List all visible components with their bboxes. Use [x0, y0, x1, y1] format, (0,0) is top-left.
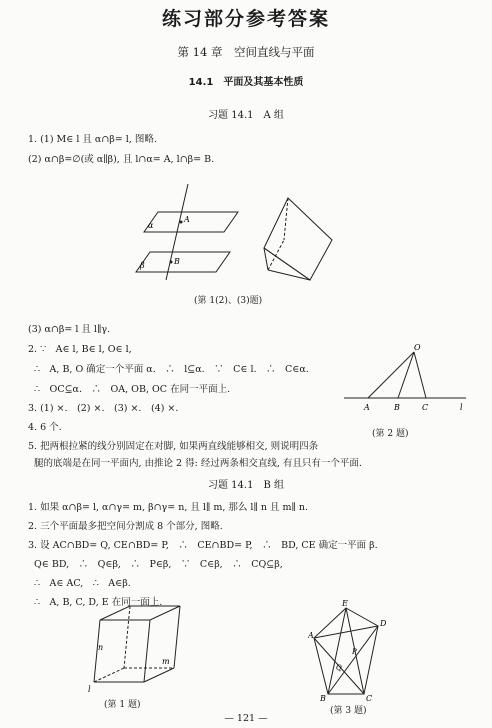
answer-line: Q∈ BD, ∴ Q∈β, ∴ P∈β, ∵ C∈β, ∴ CQ⊆β, [34, 559, 283, 570]
page-number: — 121 — [224, 713, 268, 724]
label-n: n [98, 643, 104, 652]
label-a: A [308, 631, 314, 640]
group-a-title: 习题 14.1 A 组 [208, 110, 284, 121]
answer-line: 2. 三个平面最多把空间分割成 8 个部分, 图略. [28, 521, 223, 532]
answer-line: ∴ A∈ AC, ∴ A∈β. [34, 578, 131, 589]
section-heading: 14.1 平面及其基本性质 [188, 77, 304, 88]
group-b-title: 习题 14.1 B 组 [208, 480, 284, 491]
answer-line: 1. (1) M∈ l 且 α∩β= l, 图略. [28, 134, 157, 145]
figure-2-caption: (第 2 题) [372, 429, 409, 439]
answer-line: (2) α∩β=∅(或 α∥β), 且 l∩α= A, l∩β= B. [28, 154, 215, 165]
figure-2-lines [342, 340, 472, 420]
answer-line: 1. 如果 α∩β= l, α∩γ= m, β∩γ= n, 且 l∥ m, 那么 l∥ n 且 m∥ n. [28, 502, 309, 513]
figure-b1-prism [80, 602, 190, 696]
label-b: B [394, 403, 400, 412]
label-alpha: α [148, 221, 154, 230]
answer-line: 4. 6 个. [28, 422, 62, 433]
label-p: P [352, 648, 357, 656]
answer-line: 2. ∵ A∈ l, B∈ l, O∈ l, [28, 344, 132, 355]
figure-planes-line [128, 180, 248, 280]
chapter-heading: 第 14 章 空间直线与平面 [177, 45, 315, 59]
label-d: D [380, 619, 387, 628]
answer-line: 腿的底端是在同一平面内, 由推论 2 得: 经过两条相交直线, 有且只有一个平面. [34, 458, 362, 469]
answer-line: 3. 设 AC∩BD= Q, CE∩BD= P, ∴ CE∩BD= P, ∴ BD, CE 确定一平面 β. [28, 540, 378, 551]
label-c: C [422, 403, 429, 412]
label-e: E [342, 599, 348, 608]
figure-1-caption: (第 1(2)、(3)题) [194, 296, 263, 306]
figure-prism [258, 188, 338, 284]
answer-line: 3. (1) ×. (2) ×. (3) ×. (4) ×. [28, 403, 179, 414]
label-m: m [162, 657, 170, 666]
label-l: l [460, 403, 463, 412]
label-l: l [88, 685, 91, 694]
label-c: C [366, 694, 373, 702]
label-q: Q [336, 664, 342, 672]
label-b: B [320, 694, 326, 702]
label-o: O [414, 343, 421, 352]
answer-line: (3) α∩β= l 且 l∥γ. [28, 324, 111, 335]
answer-line: ∴ OC⊆α. ∴ OA, OB, OC 在同一平面上. [34, 384, 231, 395]
label-beta: β [140, 261, 145, 270]
answer-line: ∴ A, B, C, D, E 在同一面上. [34, 597, 163, 608]
label-b: B [174, 257, 180, 266]
figure-b3-caption: (第 3 题) [330, 706, 367, 716]
answer-line: 5. 把两根拉紧的线分别固定在对脚, 如果两直线能够相交, 则说明四条 [28, 441, 319, 452]
answer-line: ∴ A, B, O 确定一个平面 α. ∴ l⊆α. ∵ C∈ l. ∴ C∈α. [34, 364, 309, 375]
figure-b3-pentagon [308, 598, 390, 702]
label-a: A [184, 215, 190, 224]
page-main-title: 练习部分参考答案 [161, 8, 330, 30]
label-a: A [364, 403, 370, 412]
figure-b1-caption: (第 1 题) [104, 700, 141, 710]
